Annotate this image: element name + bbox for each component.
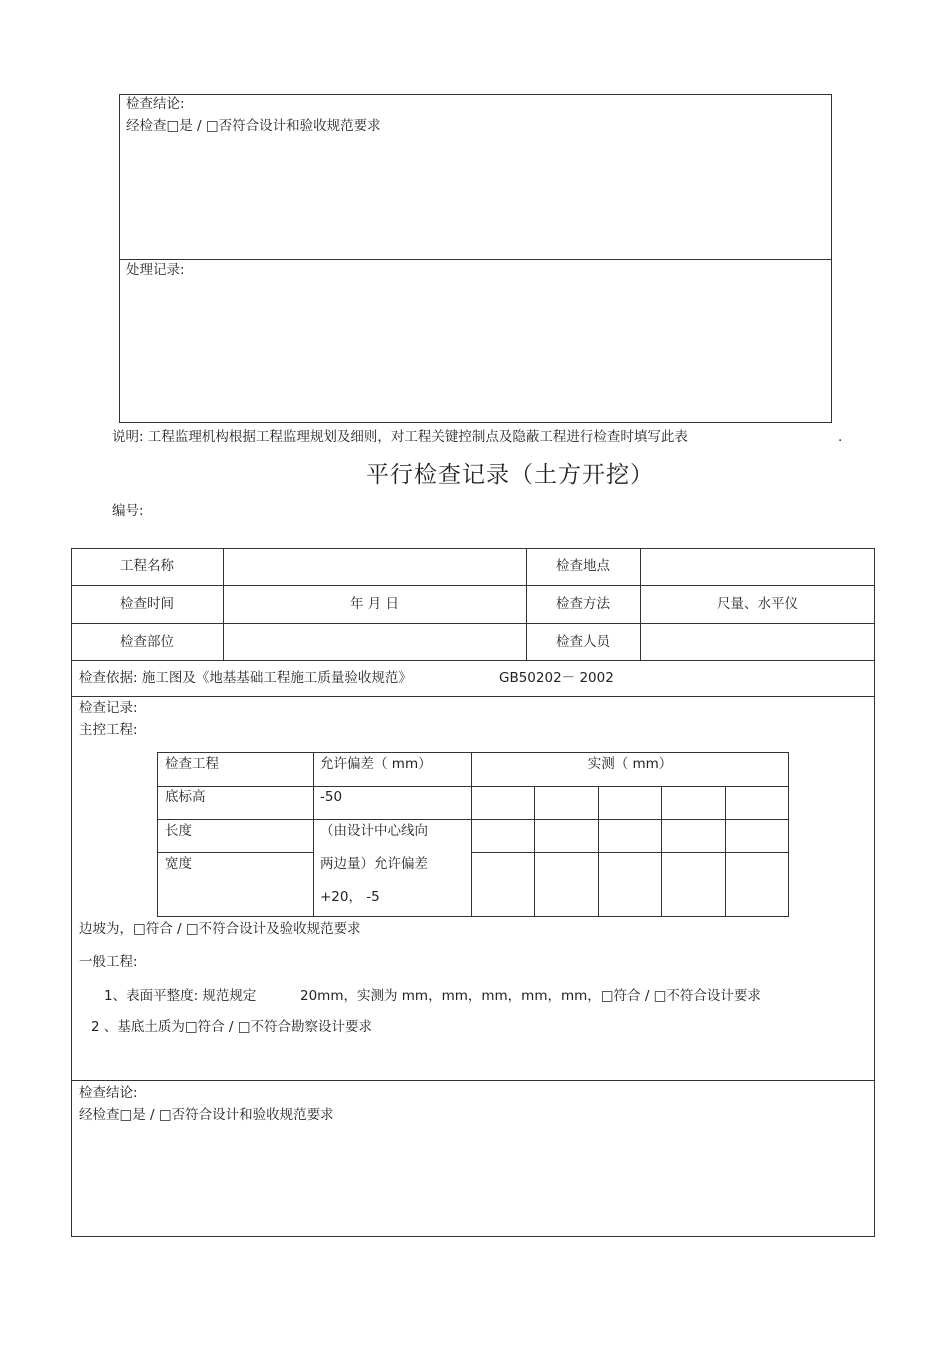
bottom-conclusion-label: 检查结论: [79, 1085, 138, 1101]
method-label: 检查方法 [556, 596, 610, 612]
method-value: 尺量、水平仪 [717, 596, 798, 612]
inner-row-divider-3c [471, 852, 789, 853]
inner-col-divider-6 [725, 786, 726, 917]
row-divider-3 [71, 660, 875, 661]
location-label: 检查地点 [556, 558, 610, 574]
serial-label: 编号: [112, 503, 144, 519]
basis-code: GB50202－ 2002 [499, 670, 614, 686]
row-divider-4 [71, 696, 875, 697]
inner-deviation-line2: 两边量）允许偏差 [320, 856, 428, 872]
general-label: 一般工程: [79, 954, 138, 970]
row-divider-2 [71, 623, 875, 624]
inner-col-divider-2 [471, 752, 472, 917]
top-conclusion-label: 检查结论: [126, 96, 185, 112]
top-conclusion-text: 经检查□是 / □否符合设计和验收规范要求 [126, 118, 381, 134]
inner-row-divider-2c [471, 819, 789, 820]
inner-col-divider-1 [313, 752, 314, 917]
general-item-2: 2 、基底土质为□符合 / □不符合勘察设计要求 [91, 1019, 373, 1035]
general-item-1a: 1、表面平整度: 规范规定 [104, 988, 257, 1004]
inner-col-divider-5 [661, 786, 662, 917]
inner-col3-header: 实测（ mm） [587, 756, 673, 772]
inner-row3-item: 宽度 [165, 856, 192, 872]
part-label: 检查部位 [120, 634, 174, 650]
inner-row2-item: 长度 [165, 823, 192, 839]
inner-deviation-line3: +20， -5 [320, 889, 380, 905]
project-name-label: 工程名称 [120, 558, 174, 574]
inner-row-divider-1 [157, 786, 789, 787]
top-handling-label: 处理记录: [126, 262, 185, 278]
date-text: 年 月 日 [349, 596, 400, 612]
inspector-label: 检查人员 [556, 634, 610, 650]
top-form-divider [119, 259, 832, 260]
inner-col-divider-4 [598, 786, 599, 917]
inner-row-divider-2 [157, 819, 313, 820]
inner-col-divider-3 [534, 786, 535, 917]
slope-text: 边坡为，□符合 / □不符合设计及验收规范要求 [79, 921, 361, 937]
main-control-label: 主控工程: [79, 722, 138, 738]
inner-col1-header: 检查工程 [165, 756, 219, 772]
inner-row-divider-2b [313, 819, 471, 820]
page-title: 平行检查记录（土方开挖） [366, 462, 654, 488]
note-text: 说明: 工程监理机构根据工程监理规划及细则，对工程关键控制点及隐蔽工程进行检查时填写此表 [112, 429, 688, 445]
row-divider-1 [71, 585, 875, 586]
inner-deviation-line1: （由设计中心线向 [320, 823, 428, 839]
bottom-conclusion-text: 经检查□是 / □否符合设计和验收规范要求 [79, 1107, 334, 1123]
inner-row-divider-3 [157, 852, 313, 853]
note-dot: . [838, 429, 843, 445]
record-label: 检查记录: [79, 700, 138, 716]
inner-col2-header: 允许偏差（ mm） [320, 756, 432, 772]
inner-row1-item: 底标高 [165, 789, 206, 805]
row-divider-5 [71, 1080, 875, 1081]
inner-table-box [157, 752, 789, 917]
general-item-1b: 20mm，实测为 mm，mm，mm，mm，mm，□符合 / □不符合设计要求 [300, 988, 761, 1004]
time-label: 检查时间 [120, 596, 174, 612]
inner-row1-deviation: -50 [320, 789, 343, 805]
basis-text: 检查依据: 施工图及《地基基础工程施工质量验收规范》 [79, 670, 412, 686]
